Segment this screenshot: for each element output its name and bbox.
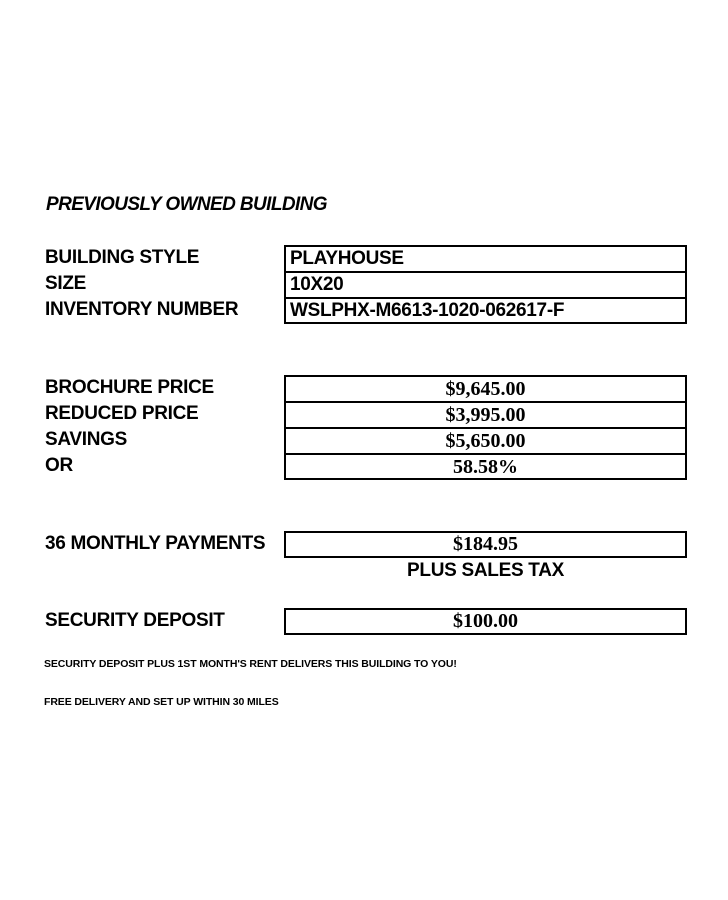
free-delivery-note: FREE DELIVERY AND SET UP WITHIN 30 MILES xyxy=(44,696,279,708)
brochure-price-value: $9,645.00 xyxy=(445,378,526,400)
monthly-payments-value: $184.95 xyxy=(453,533,518,555)
security-deposit-box xyxy=(284,608,687,635)
size-value: 10X20 xyxy=(286,271,685,297)
brochure-price-label: BROCHURE PRICE xyxy=(45,377,214,398)
savings-percent-value: 58.58% xyxy=(286,453,685,479)
building-style-value: PLAYHOUSE xyxy=(290,248,404,269)
reduced-price-label: REDUCED PRICE xyxy=(45,403,199,424)
delivery-terms-note: SECURITY DEPOSIT PLUS 1ST MONTH'S RENT DELIVERS THIS BUILDING TO YOU! xyxy=(44,658,457,670)
inventory-number-label: INVENTORY NUMBER xyxy=(45,299,239,320)
security-deposit-value: $100.00 xyxy=(453,610,518,632)
pricing-table xyxy=(284,375,687,480)
building-style-label: BUILDING STYLE xyxy=(45,247,200,268)
security-deposit-label: SECURITY DEPOSIT xyxy=(45,610,225,631)
inventory-number-value: WSLPHX-M6613-1020-062617-F xyxy=(286,297,685,323)
building-info-table xyxy=(284,245,687,324)
sales-tax-note: PLUS SALES TAX xyxy=(407,560,564,581)
size-label: SIZE xyxy=(45,273,87,294)
monthly-payments-box xyxy=(284,531,687,558)
monthly-payments-label: 36 MONTHLY PAYMENTS xyxy=(45,533,266,554)
savings-value: $5,650.00 xyxy=(286,427,685,453)
savings-percent-label: OR xyxy=(45,455,73,476)
savings-label: SAVINGS xyxy=(45,429,128,450)
page-title: PREVIOUSLY OWNED BUILDING xyxy=(46,194,327,215)
reduced-price-value: $3,995.00 xyxy=(286,401,685,427)
